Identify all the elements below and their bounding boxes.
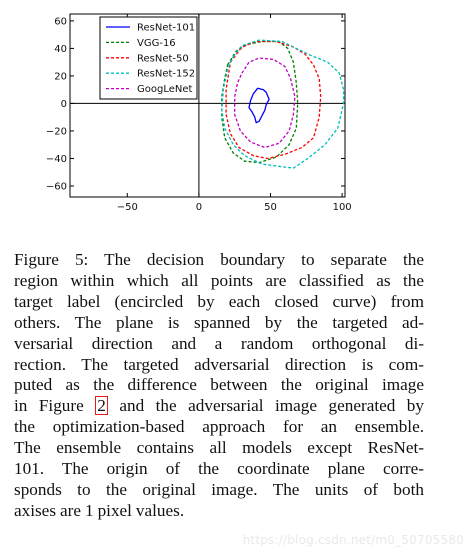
y-tick-label: −60	[45, 181, 67, 193]
y-tick-label: −20	[45, 126, 67, 138]
watermark: https://blog.csdn.net/m0_50705580	[242, 533, 464, 547]
x-tick-label: 0	[195, 202, 203, 213]
y-tick-label: −40	[45, 153, 67, 165]
series-line-resnet-50	[226, 42, 321, 159]
y-tick-label: 60	[54, 16, 67, 28]
y-tick-label: 40	[54, 43, 67, 55]
y-tick-label: 0	[60, 98, 67, 110]
figure-2-link[interactable]: 2	[97, 396, 106, 416]
x-tick-label: 100	[332, 202, 352, 213]
decision-boundary-chart	[0, 0, 472, 230]
legend-label: ResNet-50	[137, 53, 189, 65]
legend-label: ResNet-152	[137, 68, 196, 80]
caption-line: Figure 5: The decision boundary to separate the	[14, 250, 424, 269]
caption-line: The ensemble contains all models except ResNet-	[14, 438, 424, 458]
figure-plot	[0, 0, 472, 230]
caption-line: and the adversarial image generated by	[119, 396, 424, 416]
series-line-resnet-101	[249, 88, 269, 122]
y-tick-label: 20	[54, 71, 67, 83]
caption-line: the optimization-based approach for an ensemble.	[14, 417, 424, 437]
figure-caption	[14, 250, 424, 522]
caption-line: in Figure	[14, 396, 84, 416]
x-tick-label: −50	[116, 202, 138, 213]
series-line-resnet-152	[222, 40, 344, 168]
caption-line: versarial direction and a random orthogonal di-	[14, 333, 424, 353]
caption-line: others. The plane is spanned by the targeted ad-	[14, 312, 424, 332]
caption-line: rection. The targeted adversarial direction is com-	[14, 354, 424, 374]
caption-line: target label (encircled by each closed curve) from	[14, 291, 424, 311]
legend-label: GoogLeNet	[137, 84, 193, 96]
caption-line: region within which all points are classified as the	[14, 270, 424, 290]
series-line-vgg-16	[222, 42, 298, 163]
series-line-googlenet	[235, 58, 295, 148]
caption-line: 101. The origin of the coordinate plane corre-	[14, 459, 424, 479]
legend-label: VGG-16	[137, 37, 176, 49]
caption-line: axises are 1 pixel values.	[14, 500, 185, 520]
caption-line: sponds to the original image. The units of both	[14, 479, 424, 499]
legend-label: ResNet-101	[137, 22, 196, 34]
caption-line-with-ref	[14, 396, 424, 417]
x-tick-label: 50	[264, 202, 277, 213]
caption-line: puted as the difference between the original image	[14, 375, 424, 395]
